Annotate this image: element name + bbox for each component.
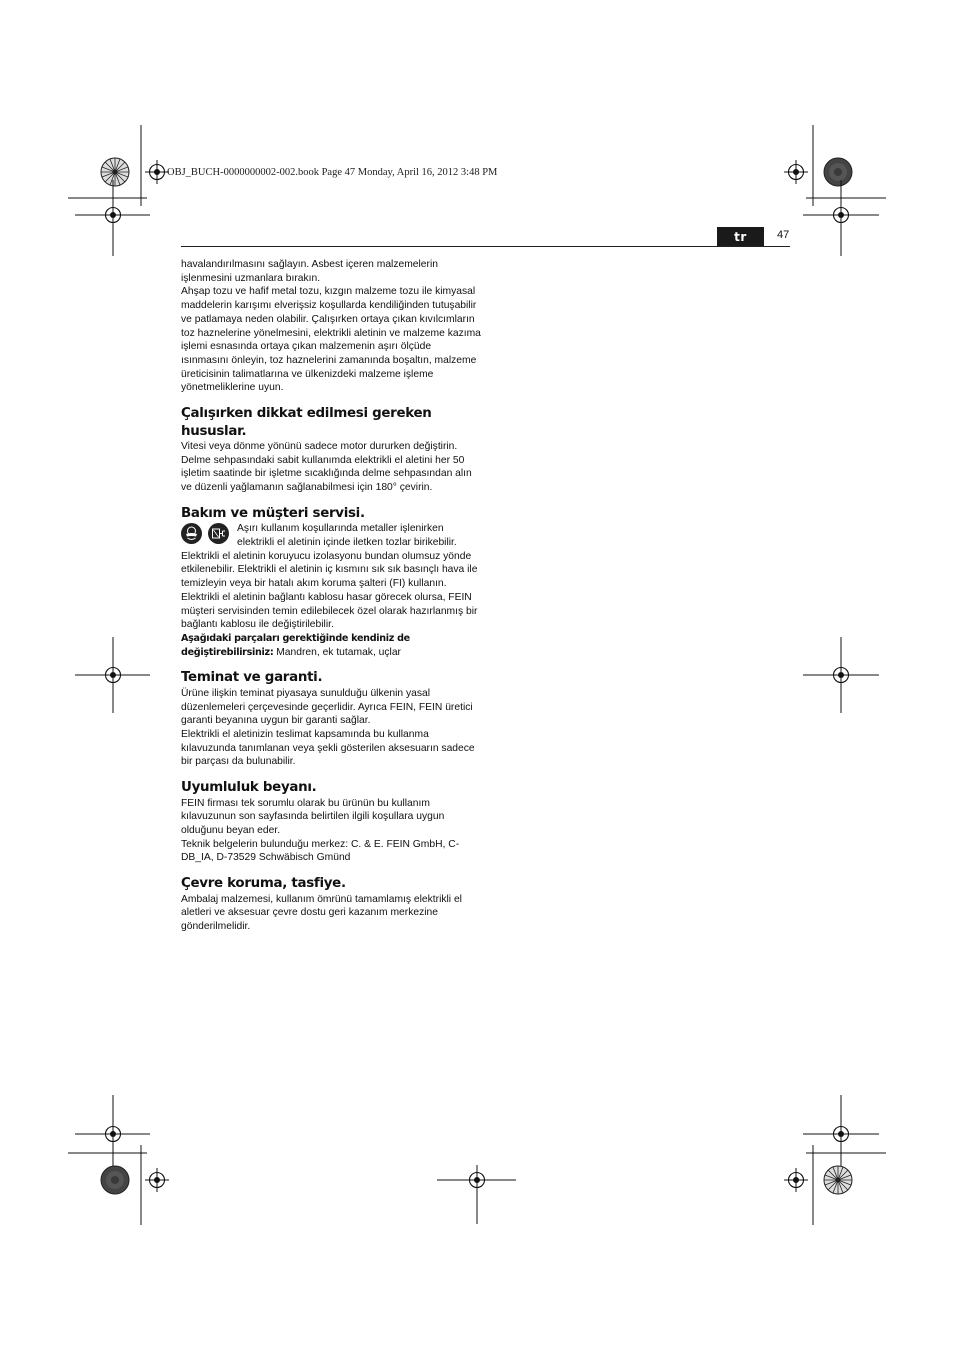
color-bar-star-top-left <box>101 158 129 186</box>
environment-paragraph-1: Ambalaj malzemesi, kullanım ömrünü tamamlamış elektrikli el aletleri ve aksesuar çevre dostu geri kazanım merkezine gönderilmelidir. <box>181 893 462 933</box>
eye-protection-icon <box>181 523 202 544</box>
section-title-working: Çalışırken dikkat edilmesi gereken hususlar. <box>181 406 432 439</box>
section-title-conformity: Uyumluluk beyanı. <box>181 780 317 796</box>
text-column <box>181 258 481 934</box>
conformity-paragraph-1: FEIN firması tek sorumlu olarak bu ürünün bu kullanım kılavuzunun son sayfasında belirtilen ilgili koşullara uygun olduğunu beyan eder. <box>181 797 445 836</box>
intro-paragraph-1: havalandırılmasını sağlayın. Asbest içeren malzemelerin işlenmesini uzmanlara bırakın. <box>181 259 438 284</box>
section-environment <box>181 875 481 934</box>
section-title-environment: Çevre koruma, tasfiye. <box>181 876 346 892</box>
replaceable-parts-list: Mandren, ek tutamak, uçlar <box>273 646 401 658</box>
unplug-power-icon <box>208 523 229 544</box>
color-bar-dark-top-right <box>824 158 852 186</box>
working-paragraph-1: Vitesi veya dönme yönünü sadece motor dururken değiştirin. <box>181 441 458 453</box>
registration-mark-bottom-right <box>784 1168 808 1192</box>
section-maintenance <box>181 505 481 660</box>
registration-mark-top-right <box>784 160 808 184</box>
maintenance-paragraph-3 <box>181 632 481 659</box>
replaceable-parts-label: Aşağıdaki parçaları gerektiğinde kendiniz de değiştirebilirsiniz: <box>181 632 410 658</box>
section-warranty <box>181 669 481 769</box>
book-file-info: OBJ_BUCH-0000000002-002.book Page 47 Monday, April 16, 2012 3:48 PM <box>167 167 498 178</box>
working-paragraph-2: Delme sehpasındaki sabit kullanımda elektrikli el aletini her 50 işletim saatinde bir işletme sıcaklığında delme sehpasından alın ve düzenli yağlamanın sağlanabilmesi için 180° çevirin. <box>181 454 472 494</box>
language-tab: tr <box>717 227 764 247</box>
maintenance-warning <box>181 522 481 591</box>
header-rule <box>181 246 790 247</box>
conformity-paragraph-2: Teknik belgelerin bulunduğu merkez: C. & E. FEIN GmbH, C-DB_IA, D-73529 Schwäbisch Gmünd <box>181 838 460 864</box>
registration-mark-top-left <box>145 160 169 184</box>
maintenance-paragraph-2: Elektrikli el aletinin bağlantı kablosu hasar görecek olursa, FEIN müşteri servisinden temin edilebilecek özel olarak hazırlanmış bir bağlantı kablosu ile değiştirilebilir. <box>181 591 478 631</box>
page-number: 47 <box>777 229 790 241</box>
warranty-paragraph-1: Ürüne ilişkin teminat piyasaya sunulduğu ülkenin yasal düzenlemeleri çerçevesinde geçerlidir. Ayrıca FEIN, FEIN üretici garanti beyanına uygun bir garanti sağlar. <box>181 687 473 727</box>
section-title-warranty: Teminat ve garanti. <box>181 670 323 686</box>
maintenance-icons <box>181 523 235 547</box>
section-title-maintenance: Bakım ve müşteri servisi. <box>181 505 365 521</box>
section-conformity <box>181 779 481 865</box>
color-bar-dark-bottom-left <box>101 1166 129 1194</box>
registration-mark-bottom-left <box>145 1168 169 1192</box>
warranty-paragraph-2: Elektrikli el aletinizin teslimat kapsamında bu kullanma kılavuzunda tanımlanan veya şekli gösterilen aksesuarın sadece bir parçası da bulunabilir. <box>181 728 475 768</box>
intro-paragraph-2: Ahşap tozu ve hafif metal tozu, kızgın malzeme tozu ile kimyasal maddelerin karışımı elverişsiz koşullarda kendiliğinden tutuşabilir ve patlamaya neden olabilir. Çalışırken ortaya çıkan kıvılcımların toz haznelerine yönelmesini, elektrikli aletinin ve malzeme kazıma işlemi esnasında ortaya çıkan malzemenin aşırı ölçüde ısınmasını önleyin, toz haznelerini zamanında boşaltın, malzeme üreticisinin talimatlarına ve ülkenizdeki malzeme işleme yönetmeliklerine uyun. <box>181 286 481 394</box>
maintenance-paragraph-1: Aşırı kullanım koşullarında metaller işlenirken elektrikli el aletinin içinde iletken tozlar birikebilir. Elektrikli el aletinin koruyucu izolasyonu bundan olumsuz yönde etkilenebilir. Elektrikli el aletinin iç kısmını sık sık basınçlı hava ile temizleyin veya bir hatalı akım koruma şalteri (FI) kullanın. <box>181 523 478 590</box>
color-bar-star-bottom-right <box>824 1166 852 1194</box>
section-working <box>181 405 481 495</box>
